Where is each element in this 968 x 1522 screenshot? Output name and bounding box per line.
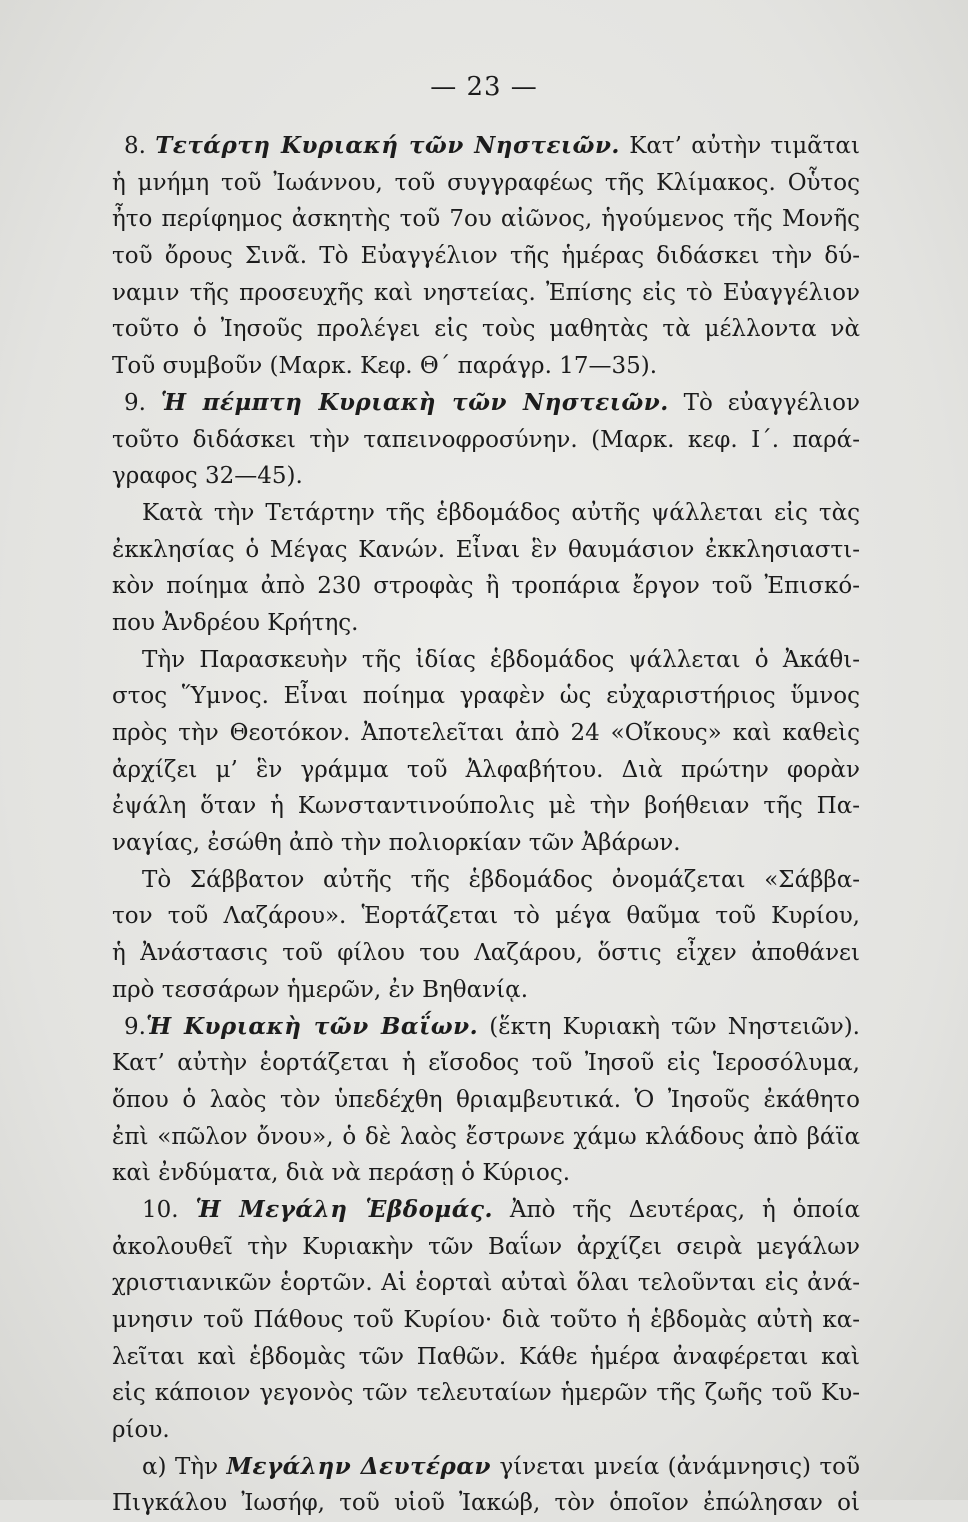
section-heading: Ἡ Μεγάλη Ἑβδομάς. [195, 1195, 493, 1223]
text-line [112, 862, 860, 899]
line-prefix: 10. [142, 1196, 196, 1223]
line-text: πρὸ τεσσάρων ἡμερῶν, ἐν Βηθανίᾳ. [112, 976, 528, 1003]
line-text: ναμιν τῆς προσευχῆς καὶ νηστείας. Ἐπίσης εἰς τὸ Εὐαγγέλιον [112, 279, 860, 306]
text-line [112, 1082, 860, 1119]
text-line [112, 1045, 860, 1082]
line-text: μνησιν τοῦ Πάθους τοῦ Κυρίου· διὰ τοῦτο ἡ ἑβδομὰς αὐτὴ κα- [112, 1307, 860, 1333]
text-line [112, 422, 860, 459]
line-text: ἐκκλησίας ὁ Μέγας Κανών. Εἶναι ἓν θαυμάσιον ἐκκλησιαστι- [112, 536, 860, 563]
line-text: τον τοῦ Λαζάρου». Ἑορτάζεται τὸ μέγα θαῦμα τοῦ Κυρίου, [112, 903, 860, 930]
text-line [112, 275, 860, 312]
line-text: εἰς κάποιον γεγονὸς τῶν τελευταίων ἡμερῶν τῆς ζωῆς τοῦ Κυ- [112, 1380, 860, 1407]
line-text: ἡ Ἀνάστασις τοῦ φίλου του Λαζάρου, ὅστις εἶχεν ἀποθάνει [112, 940, 860, 967]
text-line [112, 458, 860, 495]
line-text: Κατ’ αὐτὴν τιμᾶται [619, 133, 860, 159]
line-text: τοῦτο διδάσκει τὴν ταπεινοφροσύνην. (Μαρκ. κεφ. Ι΄. παρά- [112, 426, 860, 453]
text-line [112, 605, 860, 642]
line-text: ἦτο περίφημος ἀσκητὴς τοῦ 7ου αἰῶνος, ἡγούμενος τῆς Μονῆς [112, 206, 860, 233]
text-line [112, 1265, 860, 1302]
text-line [112, 1302, 860, 1339]
text-line [112, 1449, 860, 1486]
line-prefix: α) Τὴν [142, 1453, 227, 1480]
line-prefix: 8. [124, 133, 156, 159]
section-heading: Μεγάλην Δευτέραν [226, 1452, 491, 1480]
text-line [112, 935, 860, 972]
text-line [112, 1119, 860, 1156]
text-line [112, 1339, 860, 1376]
line-text: ναγίας, ἐσώθη ἀπὸ τὴν πολιορκίαν τῶν Ἀβάρων. [112, 830, 681, 857]
text-line [112, 201, 860, 238]
text-line [112, 972, 860, 1009]
line-text: ἡ μνήμη τοῦ Ἰωάννου, τοῦ συγγραφέως τῆς Κλίμακος. Οὗτος [112, 169, 860, 196]
line-text: Πιγκάλου Ἰωσήφ, τοῦ υἱοῦ Ἰακώβ, τὸν ὁποῖον ἐπώλησαν οἱ [112, 1490, 860, 1517]
line-text: Τὸ Σάββατον αὐτῆς τῆς ἑβδομάδος ὀνομάζεται «Σάββα- [142, 866, 860, 893]
line-text: λεῖται καὶ ἑβδομὰς τῶν Παθῶν. Κάθε ἡμέρα ἀναφέρεται καὶ [112, 1343, 860, 1370]
section-heading: Ἡ Κυριακὴ τῶν Βαΐων. [145, 1012, 479, 1040]
line-prefix: 9. [124, 1013, 146, 1040]
text-line [112, 1412, 860, 1449]
text-line [112, 678, 860, 715]
text-line [112, 495, 860, 532]
page-number: — 23 — [430, 72, 538, 102]
line-text: κὸν ποίημα ἀπὸ 230 στροφὰς ἢ τροπάρια ἔργον τοῦ Ἐπισκό- [112, 573, 860, 600]
text-line [112, 568, 860, 605]
line-text: ἐψάλη ὅταν ἡ Κωνσταντινούπολις μὲ τὴν βοήθειαν τῆς Πα- [112, 793, 860, 820]
line-text: ρίου. [112, 1417, 170, 1444]
text-line [112, 165, 860, 202]
text-line [112, 385, 860, 422]
line-text: ἐπὶ «πῶλον ὄνου», ὁ δὲ λαὸς ἔστρωνε χάμω κλάδους ἀπὸ βάϊα [112, 1123, 860, 1150]
text-line [112, 715, 860, 752]
text-line [112, 238, 860, 275]
text-line [112, 642, 860, 679]
text-line [112, 348, 860, 385]
text-line [112, 1155, 860, 1192]
text-line [112, 1229, 860, 1266]
section-heading: Ἡ πέμπτη Κυριακὴ τῶν Νηστειῶν. [160, 388, 669, 416]
text-line [112, 1485, 860, 1522]
line-text: (ἕκτη Κυριακὴ τῶν Νηστειῶν). [478, 1013, 860, 1040]
line-text: καὶ ἐνδύματα, διὰ νὰ περάσῃ ὁ Κύριος. [112, 1160, 571, 1187]
line-text: χριστιανικῶν ἑορτῶν. Αἱ ἑορταὶ αὐταὶ ὅλαι τελοῦνται εἰς ἀνά- [112, 1270, 860, 1297]
line-text: γραφος 32—45). [112, 463, 303, 490]
body-text [112, 128, 860, 1522]
text-line [112, 311, 860, 348]
text-line [112, 825, 860, 862]
line-text: Τὸ εὐαγγέλιον [668, 389, 860, 416]
text-line [112, 1375, 860, 1412]
text-line [112, 1192, 860, 1229]
line-text: τοῦτο ὁ Ἰησοῦς προλέγει εἰς τοὺς μαθητὰς τὰ μέλλοντα νὰ [112, 316, 860, 343]
line-text: Ἀπὸ τῆς Δευτέρας, ἡ ὁποία [492, 1196, 860, 1223]
line-text: που Ἀνδρέου Κρήτης. [112, 609, 359, 636]
line-text: στος Ὕμνος. Εἶναι ποίημα γραφὲν ὡς εὐχαριστήριος ὕμνος [112, 683, 860, 710]
line-text: ἀκολουθεῖ τὴν Κυριακὴν τῶν Βαΐων ἀρχίζει σειρὰ μεγάλων [112, 1233, 860, 1260]
text-line [112, 752, 860, 789]
section-heading: Τετάρτη Κυριακή τῶν Νηστειῶν. [155, 132, 620, 159]
line-text: πρὸς τὴν Θεοτόκον. Ἀποτελεῖται ἀπὸ 24 «Οἴκους» καὶ καθεὶς [112, 720, 860, 746]
line-text: Τοῦ συμβοῦν (Μαρκ. Κεφ. Θ΄ παράγρ. 17—35). [112, 353, 658, 380]
line-text: ἀρχίζει μ’ ἓν γράμμα τοῦ Ἀλφαβήτου. Διὰ πρώτην φορὰν [112, 756, 860, 783]
line-text: Τὴν Παρασκευὴν τῆς ἰδίας ἑβδομάδος ψάλλεται ὁ Ἀκάθι- [142, 646, 860, 673]
line-text: Κατ’ αὐτὴν ἑορτάζεται ἡ εἴσοδος τοῦ Ἰησοῦ εἰς Ἱεροσόλυμα, [112, 1050, 860, 1077]
line-text: ὅπου ὁ λαὸς τὸν ὑπεδέχθη θριαμβευτικά. Ὁ Ἰησοῦς ἐκάθητο [112, 1086, 860, 1113]
text-line [112, 532, 860, 569]
line-text: γίνεται μνεία (ἀνάμνησις) τοῦ [491, 1453, 860, 1480]
line-text: τοῦ ὄρους Σινᾶ. Τὸ Εὐαγγέλιον τῆς ἡμέρας διδάσκει τὴν δύ- [112, 243, 860, 270]
text-line [112, 1009, 860, 1046]
text-line [112, 898, 860, 935]
line-prefix: 9. [124, 389, 161, 416]
line-text: Κατὰ τὴν Τετάρτην τῆς ἑβδομάδος αὐτῆς ψάλλεται εἰς τὰς [142, 499, 860, 526]
text-line [112, 128, 860, 165]
text-line [112, 788, 860, 825]
